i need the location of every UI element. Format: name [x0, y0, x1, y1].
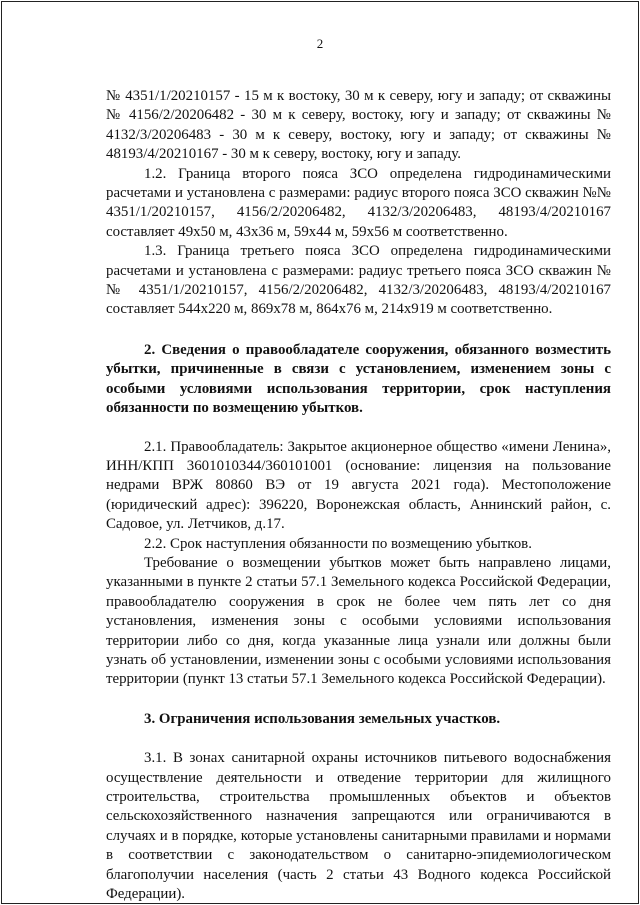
paragraph-well-distances: № 4351/1/20210157 - 15 м к востоку, 30 м к северу, югу и западу; от скважины № 4156/2/20206482 - 30 м к северу, востоку, югу и западу; от скважины № 4132/3/20206483 - 30 м к северу, востоку, югу и западу; от скважины № 48193/4/20210167 - 30 м к северу, востоку, югу и западу. — [106, 88, 611, 163]
document-body — [106, 87, 611, 904]
section-2-heading: 2. Сведения о правообладателе сооружения, обязанного возместить убытки, причиненные в связи с установлением, изменением зоны с особыми условиями использования территории, срок наступления обязанности по возмещению убытков. — [106, 341, 611, 417]
paragraph-3-1: 3.1. В зонах санитарной охраны источников питьевого водоснабжения осуществление деятельности и отведение территории для жилищного строительства, строительства промышленных объектов и объектов сельскохозяйственного назначения запрещаются или ограничиваются в случаях и в порядке, которые установлены санитарными правилами и нормами в соответствии с законодательством о санитарно-эпидемиологическом благополучии населения (часть 2 статьи 43 Водного кодекса Российской Федерации). — [106, 750, 611, 903]
section-3-heading: 3. Ограничения использования земельных участков. — [144, 710, 501, 727]
paragraph-2-1: 2.1. Правообладатель: Закрытое акционерное общество «имени Ленина», ИНН/КПП 3601010344/360101001 (основание: лицензия на пользование недрами ВРЖ 80860 ВЭ от 19 августа 2021 года). Местоположение (юридический адрес): 396220, Воронежская область, Аннинский район, с. Садовое, ул. Летчиков, д.17. — [106, 438, 611, 533]
paragraph-2-2: 2.2. Срок наступления обязанности по возмещению убытков. — [144, 535, 532, 552]
paragraph-1-2: 1.2. Граница второго пояса ЗСО определена гидродинамическими расчетами и установлена с размерами: радиус второго пояса ЗСО скважин №№ 4351/1/20210157, 4156/2/20206482, 4132/3/20206483, 48193/4/20210167 составляет 49x50 м, 43x36 м, 59x44 м, 59x56 м соответственно. — [106, 165, 611, 240]
paragraph-1-3: 1.3. Граница третьего пояса ЗСО определена гидродинамическими расчетами и установлена с размерами: радиус третьего пояса ЗСО скважин №№ 4351/1/20210157, 4156/2/20206482, 4132/3/20206483, 48193/4/20210167 составляет 544x220 м, 869x78 м, 864x76 м, 214x919 м соответственно. — [106, 243, 611, 318]
paragraph-claim: Требование о возмещении убытков может быть направлено лицами, указанными в пункте 2 статьи 57.1 Земельного кодекса Российской Федерации, правообладателю сооружения в срок не более чем пять лет со дня установления, изменения зоны с особыми условиями использования территории либо со дня, когда указанные лица узнали или должны были узнать об установлении, изменении зоны с особыми условиями использования территории (пункт 13 статьи 57.1 Земельного кодекса Российской Федерации). — [106, 554, 611, 688]
page-number: 2 — [316, 36, 324, 51]
